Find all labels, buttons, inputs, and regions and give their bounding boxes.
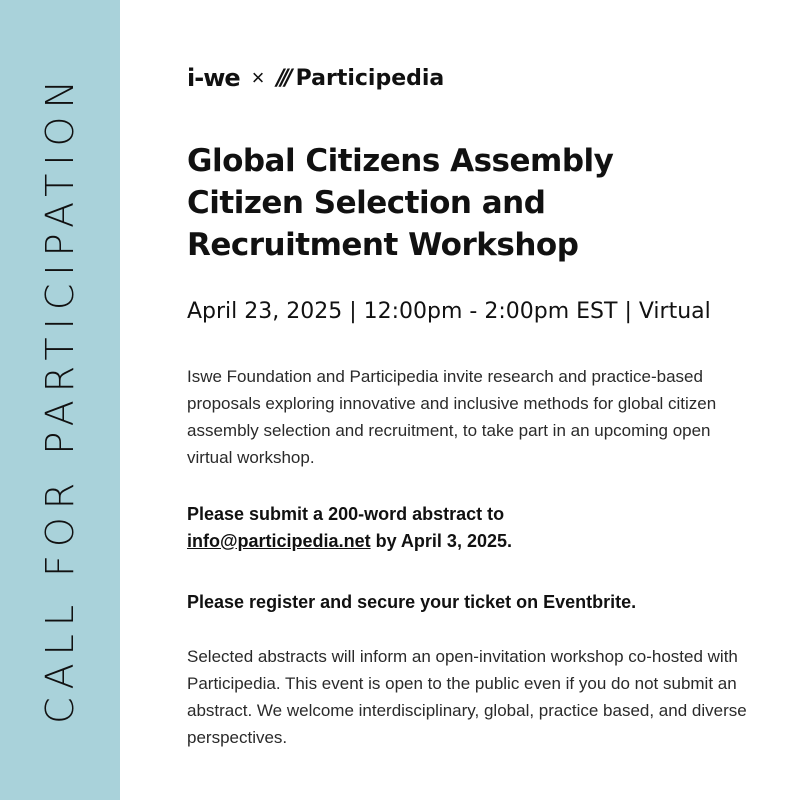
submission-prefix: Please submit a 200-word abstract to (187, 503, 505, 524)
sidebar-band (0, 0, 120, 800)
iwe-logo: i-we (187, 64, 240, 92)
main-content (187, 62, 772, 769)
event-date-line: April 23, 2025 | 12:00pm - 2:00pm EST | Virtual (187, 299, 711, 325)
participedia-logo (277, 66, 445, 91)
call-for-participation-label: CALL FOR PARTICIPATION (38, 72, 82, 724)
closing-paragraph: Selected abstracts will inform an open-invitation workshop co-hosted with Participedia. This event is open to the public even if you do not submit an abstract. We welcome interdisciplinary, global, practice based, and diverse perspectives. (187, 646, 747, 748)
triple-slash-icon: /// (276, 65, 289, 91)
register-callout: Please register and secure your ticket on Eventbrite. (187, 591, 637, 612)
submission-suffix: by April 3, 2025. (375, 530, 512, 551)
page-title (187, 140, 772, 266)
title-line-3: Recruitment Workshop (187, 227, 579, 264)
collaboration-x: × (251, 65, 265, 90)
title-line-1: Global Citizens Assembly (187, 143, 614, 179)
submission-instructions (187, 501, 747, 555)
email-link[interactable]: info@participedia.net (187, 530, 371, 551)
logo-row (187, 62, 772, 94)
title-line-2: Citizen Selection and (187, 185, 546, 222)
participedia-wordmark: Participedia (295, 65, 445, 91)
intro-paragraph: Iswe Foundation and Participedia invite research and practice-based proposals exploring innovative and inclusive methods for global citizen assembly selection and recruitment, to take part in an upcoming open virtual workshop. (187, 366, 717, 468)
